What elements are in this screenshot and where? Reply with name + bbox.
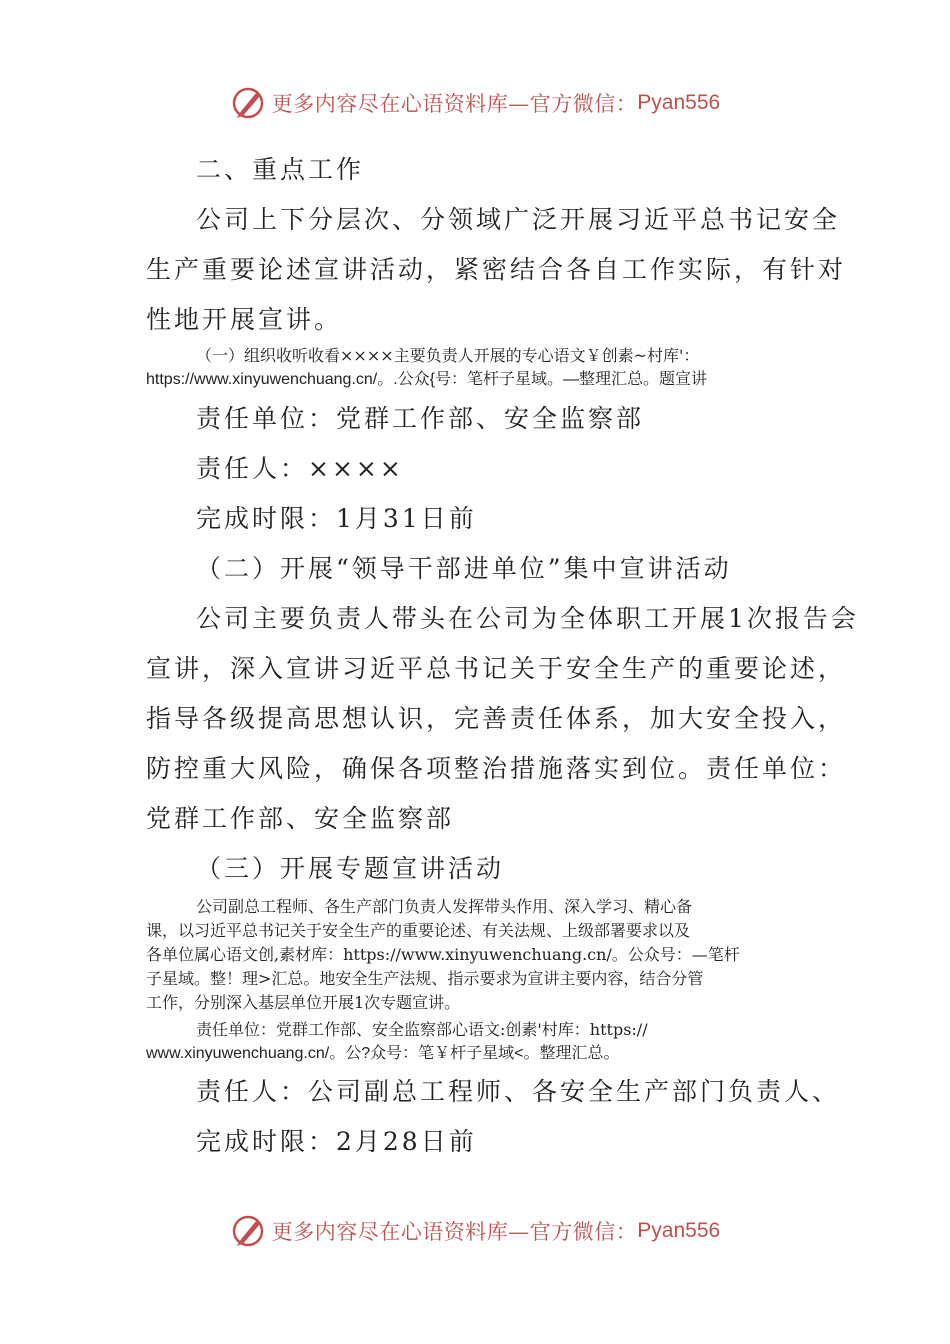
- pen-logo-icon: [230, 85, 266, 121]
- paragraph-line: 公司副总工程师、各生产部门负责人发挥带头作用、深入学习、精心备: [196, 897, 693, 916]
- item1-deadline: 完成时限：1月31日前: [196, 504, 477, 533]
- item1-title-cont: https://www.xinyuwenchuang.cn/。.公众{号：笔杆子星域。—整理汇总。题宣讲: [146, 371, 708, 388]
- banner-wechat-id: Pyan556: [637, 1219, 721, 1242]
- item3-person: 责任人：公司副总工程师、各安全生产部门负责人、: [196, 1077, 841, 1106]
- paragraph-line: 党群工作部、安全监察部: [146, 804, 455, 833]
- item1-title: （一）组织收听收看××××主要负责人开展的专心语文￥创素~村库'：: [196, 346, 700, 365]
- item3-unit: 责任单位：党群工作部、安全监察部心语文:创素'村库：https://: [196, 1020, 648, 1039]
- footer-banner: [0, 1211, 950, 1251]
- paragraph-line: 性地开展宣讲。: [146, 305, 343, 334]
- paragraph-line: 公司上下分层次、分领域广泛开展习近平总书记安全: [196, 205, 841, 234]
- paragraph-line: 子星域。整！理>汇总。地安全生产法规、指示要求为宣讲主要内容，结合分管: [146, 969, 704, 988]
- paragraph-line: 指导各级提高思想认识，完善责任体系，加大安全投入，: [146, 704, 847, 733]
- banner-text: 更多内容尽在心语资料库—官方微信：: [271, 92, 638, 116]
- banner-wechat-id: Pyan556: [637, 91, 721, 114]
- item3-unit-cont: www.xinyuwenchuang.cn/。公?众号：笔￥杆子星域<。整理汇总。: [146, 1045, 620, 1062]
- item3-title: （三）开展专题宣讲活动: [196, 854, 505, 883]
- item1-unit: 责任单位：党群工作部、安全监察部: [196, 404, 645, 433]
- paragraph-line: 宣讲，深入宣讲习近平总书记关于安全生产的重要论述，: [146, 654, 847, 683]
- paragraph-line: 课，以习近平总书记关于安全生产的重要论述、有关法规、上级部署要求以及: [146, 921, 691, 940]
- header-banner: [0, 83, 950, 123]
- paragraph-line: 防控重大风险，确保各项整治措施落实到位。责任单位：: [146, 754, 847, 783]
- item2-title: （二）开展“领导干部进单位”集中宣讲活动: [196, 554, 732, 583]
- item3-deadline: 完成时限：2月28日前: [196, 1127, 477, 1156]
- paragraph-line: 生产重要论述宣讲活动，紧密结合各自工作实际，有针对: [146, 255, 847, 284]
- paragraph-line: 公司主要负责人带头在公司为全体职工开展1次报告会: [196, 604, 859, 633]
- paragraph-line: 工作，分别深入基层单位开展1次专题宣讲。: [146, 993, 461, 1012]
- banner-text: 更多内容尽在心语资料库—官方微信：: [271, 1220, 638, 1244]
- item1-person: 责任人：××××: [196, 454, 404, 483]
- section-heading: 二、重点工作: [196, 155, 365, 184]
- paragraph-line: 各单位属心语文创,素材库：https://www.xinyuwenchuang.cn/。公众号：—笔杆: [146, 945, 740, 964]
- pen-logo-icon: [230, 1213, 266, 1249]
